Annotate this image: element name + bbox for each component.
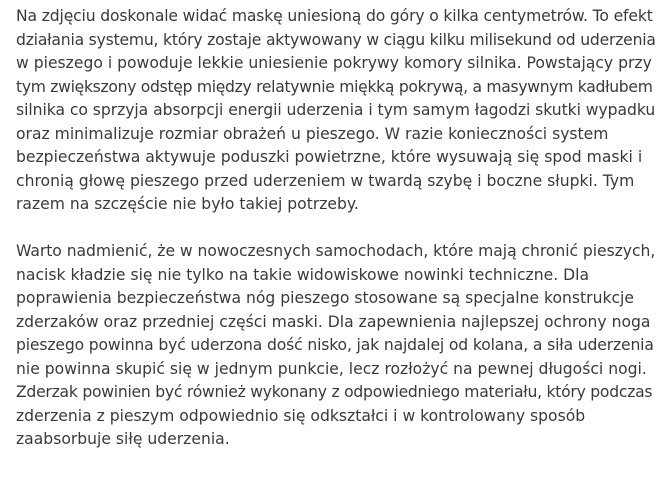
- text-line: silnika co sprzyja absorpcji energii uderzenia i tym samym łagodzi skutki wypadku: [16, 101, 656, 119]
- text-line: nie powinna skupić się w jednym punkcie, lecz rozłożyć na pewnej długości nogi.: [16, 359, 647, 378]
- text-line: Na zdjęciu doskonale widać maskę uniesioną do góry o kilka centymetrów. To efekt: [16, 7, 653, 25]
- text-line: oraz minimalizuje rozmiar obrażeń u pieszego. W razie konieczności system: [16, 124, 609, 143]
- text-line: nacisk kładzie się nie tylko na takie widowiskowe nowinki techniczne. Dla: [16, 265, 590, 284]
- text-line: tym zwiększony odstęp między relatywnie miękką pokrywą, a masywnym kadłubem: [16, 77, 653, 96]
- text-line: zaabsorbuje siłę uderzenia.: [16, 430, 230, 448]
- text-line: razem na szczęście nie było takiej potrzeby.: [16, 195, 359, 213]
- text-line: w pieszego i powoduje lekkie uniesienie pokrywy komory silnika. Powstający przy: [16, 54, 652, 72]
- text-line: działania systemu, który zostaje aktywowany w ciągu kilku milisekund od uderzenia: [16, 30, 656, 49]
- paragraph-1: [16, 5, 656, 217]
- text-line: zderzaków oraz przedniej części maski. Dla zapewnienia najlepszej ochrony noga: [16, 312, 651, 331]
- article-body: [16, 5, 656, 452]
- text-line: bezpieczeństwa aktywuje poduszki powietrzne, które wysuwają się spod maski i: [16, 148, 643, 166]
- text-line: chronią głowę pieszego przed uderzeniem w twardą szybę i boczne słupki. Tym: [16, 171, 635, 190]
- text-line: Zderzak powinien być również wykonany z odpowiedniego materiału, który podczas: [16, 383, 653, 401]
- text-line: pieszego powinna być uderzona dość nisko, jak najdalej od kolana, a siła uderzenia: [16, 336, 654, 354]
- text-line: zderzenia z pieszym odpowiednio się odkształci i w kontrolowany sposób: [16, 406, 586, 425]
- paragraph-2: [16, 240, 656, 452]
- text-line: poprawienia bezpieczeństwa nóg pieszego stosowane są specjalne konstrukcje: [16, 289, 634, 307]
- text-line: Warto nadmienić, że w nowoczesnych samochodach, które mają chronić pieszych,: [16, 242, 656, 260]
